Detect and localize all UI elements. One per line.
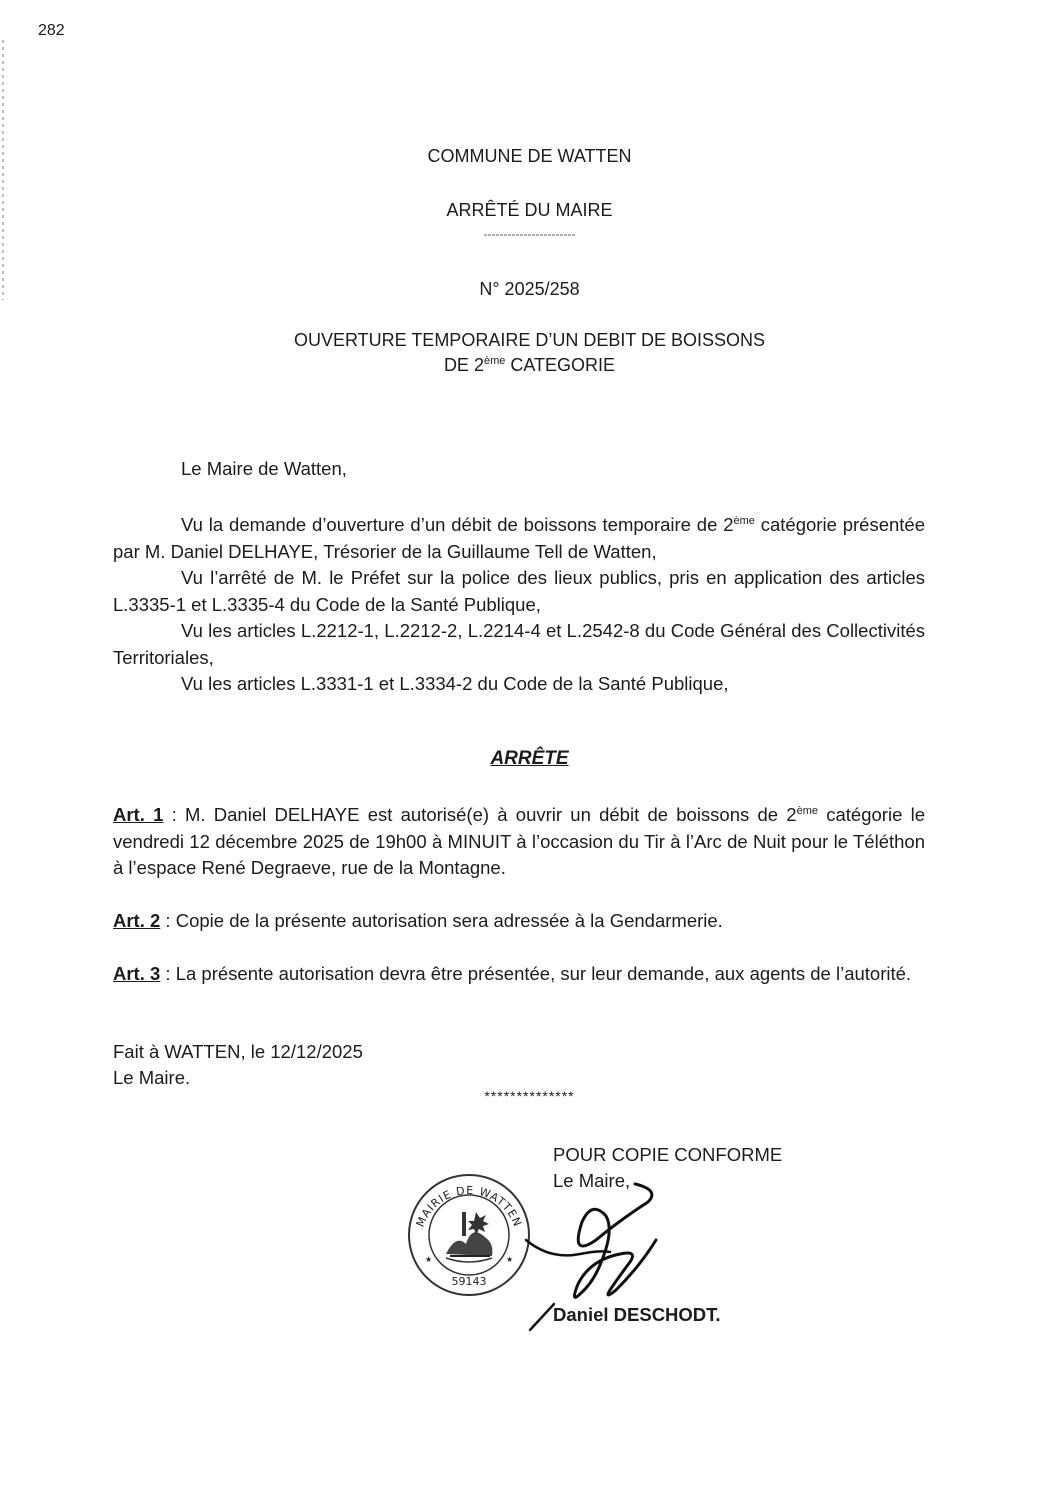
done-at [113,1039,363,1091]
visa-2: Vu l’arrêté de M. le Préfet sur la police des lieux publics, pris en application des articles L.3335-1 et L.3335-4 du Code de la Santé Publique, [113,567,925,615]
visa-4: Vu les articles L.3331-1 et L.3334-2 du Code de la Santé Publique, [181,673,729,694]
article-label: Art. 2 [113,910,161,931]
article-label: Art. 3 [113,963,161,984]
visa-1: Vu la demande d’ouverture d’un débit de boissons temporaire de 2ème catégorie présentée par M. Daniel DELHAYE, Trésorier de la Guillaume Tell de Watten, [113,514,925,562]
svg-text:MAIRIE DE WATTEN: MAIRIE DE WATTEN [413,1183,525,1230]
dashed-rule: ----------------------- [483,227,576,241]
greeting: Le Maire de Watten, [181,458,347,479]
signatory-name: Daniel DESCHODT. [553,1304,721,1325]
page-number: 282 [38,22,65,39]
subject-line-1: OUVERTURE TEMPORAIRE D’UN DEBIT DE BOISSONS [293,330,766,350]
done-at-place-date: Fait à WATTEN, le 12/12/2025 [113,1041,363,1062]
article-label: Art. 1 [113,804,164,825]
visa-3: Vu les articles L.2212-1, L.2212-2, L.2214-4 et L.2542-8 du Code Général des Collectivités Territoriales, [113,620,925,668]
commune-heading: COMMUNE DE WATTEN [427,146,632,166]
article-2: Art. 2 : Copie de la présente autorisation sera adressée à la Gendarmerie. [113,910,723,931]
article-1: Art. 1 : M. Daniel DELHAYE est autorisé(e) à ouvrir un débit de boissons de 2ème catégorie le vendredi 12 décembre 2025 de 19h00 à MINUIT à l’occasion du Tir à l’Arc de Nuit pour le Téléthon à l’espace René Degraeve, rue de la Montagne. [113,804,925,878]
certified-copy-label: POUR COPIE CONFORME [553,1144,783,1165]
certified-copy-mayor: Le Maire, [553,1170,631,1191]
document-title: ARRÊTÉ DU MAIRE [446,200,613,220]
articles-block [113,802,925,1014]
svg-text:59143: 59143 [451,1275,487,1288]
svg-text:★: ★ [425,1255,433,1264]
article-3: Art. 3 : La présente autorisation devra être présentée, sur leur demande, aux agents de l’autorité. [113,963,912,984]
visas-block [113,512,925,698]
scan-edge-mark [2,40,4,300]
svg-text:★: ★ [506,1255,514,1264]
subject-line-2: DE 2ème CATEGORIE [443,355,616,375]
arrete-heading: ARRÊTE [490,748,569,769]
done-at-mayor: Le Maire. [113,1067,191,1088]
arrete-number: N° 2025/258 [479,279,580,299]
star-separator: ************** [484,1088,575,1104]
